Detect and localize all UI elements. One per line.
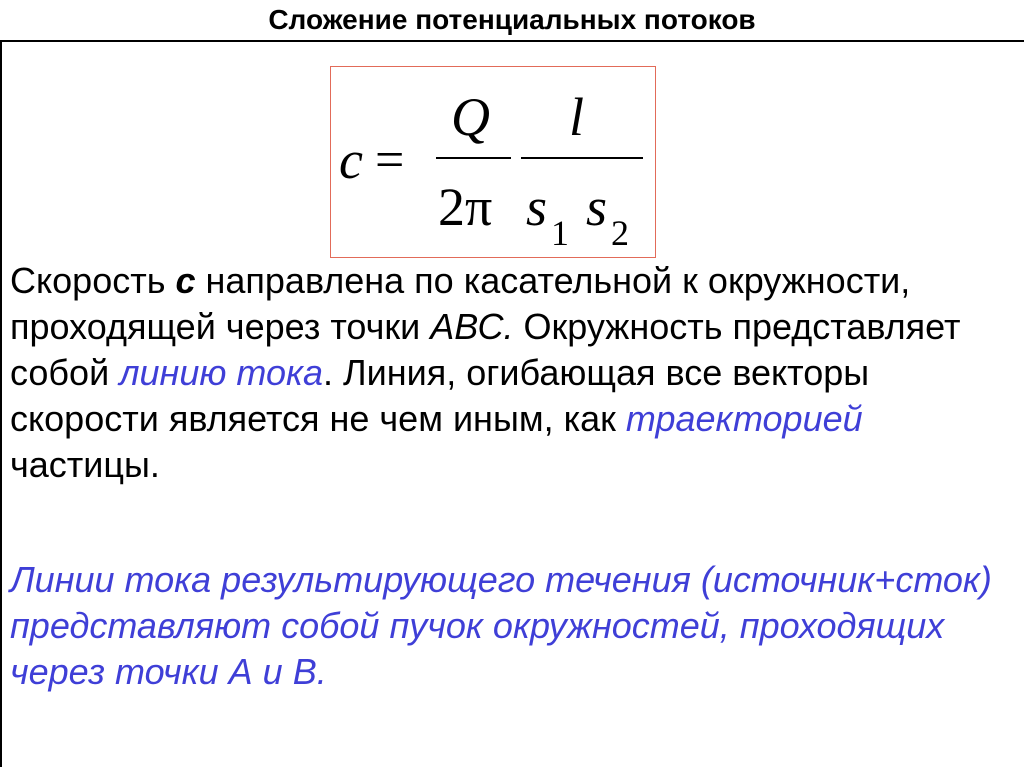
formula-subscript-1: 1 <box>551 213 569 253</box>
left-border <box>0 42 2 767</box>
text-segment: направлена по касательной к окружности, проходящей через точки <box>10 260 911 347</box>
paragraph-velocity-direction <box>10 258 1010 488</box>
formula-equals: = <box>375 132 405 189</box>
text-segment: Окружность представляет собой <box>10 306 961 393</box>
term-streamline: линию тока <box>119 352 324 393</box>
points-abc: АВС. <box>430 306 514 347</box>
formula-denominator-s1: s <box>526 177 548 237</box>
text-segment: . Линия, огибающая все векторы скорости является не чем иным, как <box>10 352 870 439</box>
formula-denominator-2pi: 2π <box>438 177 493 237</box>
formula-box <box>330 66 656 258</box>
velocity-formula <box>331 67 654 256</box>
text-segment: Скорость <box>10 260 176 301</box>
formula-denominator-s2: s <box>586 177 608 237</box>
formula-numerator-l: l <box>569 87 585 147</box>
variable-c: c <box>175 260 196 301</box>
text-segment: частицы. <box>10 444 160 485</box>
slide-title: Сложение потенциальных потоков <box>268 4 756 35</box>
formula-lhs-c: c <box>339 130 363 190</box>
formula-subscript-2: 2 <box>611 213 629 253</box>
term-trajectory: траекторией <box>625 398 863 439</box>
title-divider <box>0 40 1024 42</box>
formula-numerator-q: Q <box>451 87 490 147</box>
paragraph-resulting-flow: Линии тока результирующего течения (источник+сток) представляют собой пучок окружностей, проходящих через точки А и В. <box>10 559 992 692</box>
